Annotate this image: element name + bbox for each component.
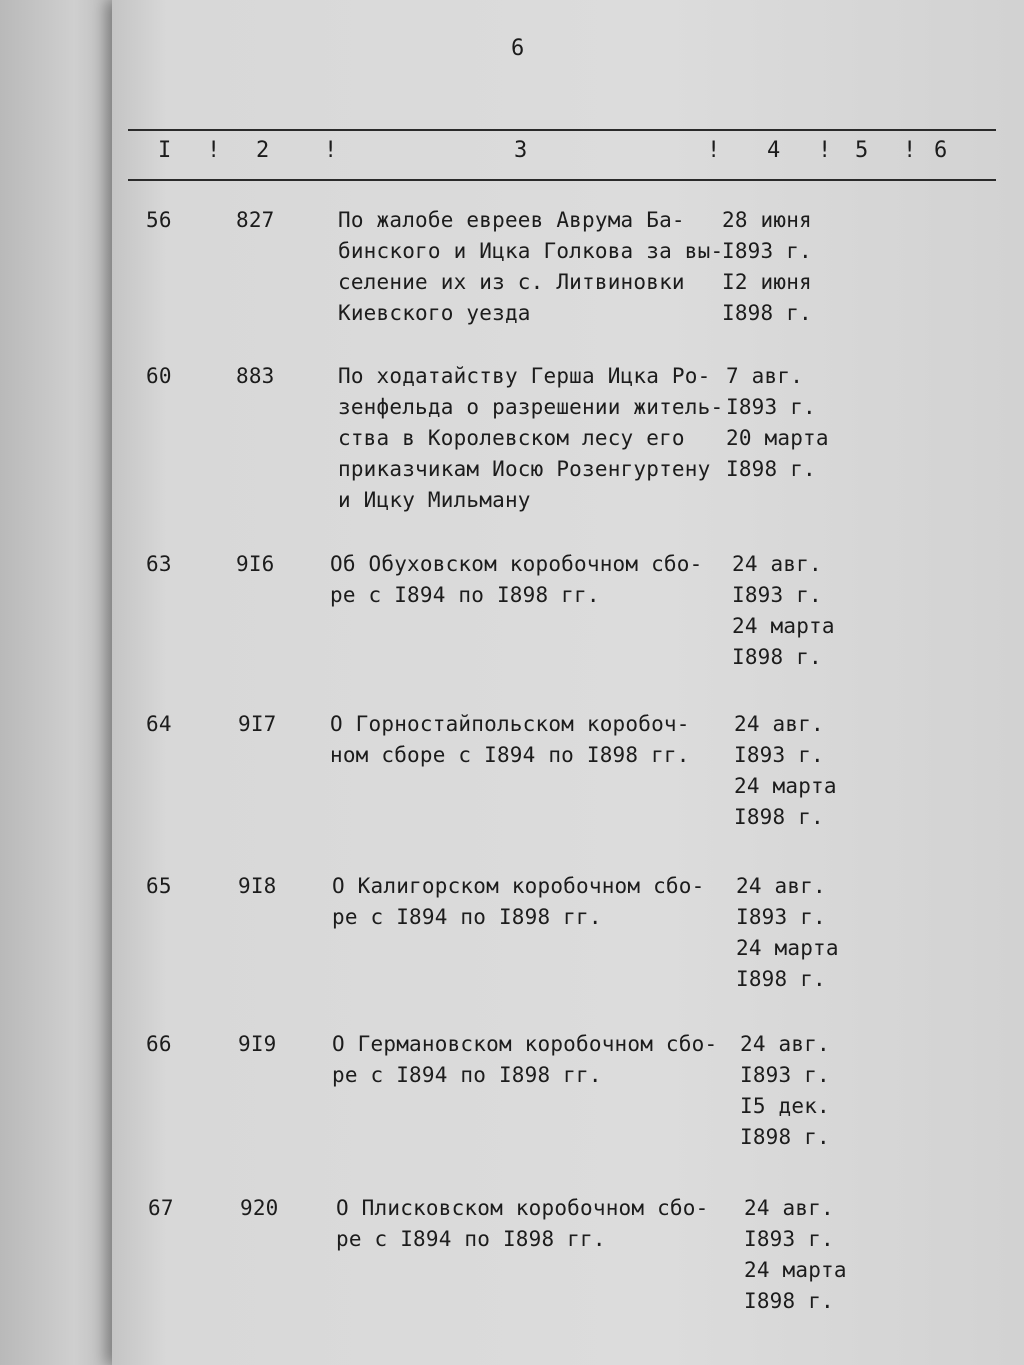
header-separator: ! bbox=[903, 138, 917, 163]
record-title bbox=[332, 871, 704, 933]
date-line: 24 авг. bbox=[736, 874, 826, 898]
title-line: ре с I894 по I898 гг. bbox=[332, 905, 602, 929]
record-title bbox=[332, 1029, 717, 1091]
header-separator: ! bbox=[707, 138, 721, 163]
date-line: 24 авг. bbox=[734, 712, 824, 736]
date-line: 20 марта bbox=[726, 426, 829, 450]
date-line: 24 марта bbox=[736, 936, 839, 960]
header-separator: ! bbox=[207, 138, 221, 163]
record-dates bbox=[734, 709, 837, 833]
title-line: Об Обуховском коробочном сбо- bbox=[330, 552, 703, 576]
record-number: 56 bbox=[146, 208, 172, 232]
date-line: I898 г. bbox=[732, 645, 822, 669]
header-bottom-rule bbox=[128, 179, 996, 181]
header-col-2: 2 bbox=[256, 138, 270, 163]
date-line: I898 г. bbox=[734, 805, 824, 829]
record-title bbox=[330, 709, 690, 771]
file-number: 9I6 bbox=[236, 552, 275, 576]
date-line: I893 г. bbox=[726, 395, 816, 419]
record-dates bbox=[736, 871, 839, 995]
date-line: I893 г. bbox=[732, 583, 822, 607]
date-line: 24 марта bbox=[744, 1258, 847, 1282]
title-line: селение их из с. Литвиновки bbox=[338, 270, 685, 294]
date-line: 7 авг. bbox=[726, 364, 804, 388]
record-title bbox=[336, 1193, 708, 1255]
date-line: I893 г. bbox=[744, 1227, 834, 1251]
page-number: 6 bbox=[511, 36, 525, 61]
date-line: 28 июня bbox=[722, 208, 812, 232]
title-line: бинского и Ицка Голкова за вы- bbox=[338, 239, 724, 263]
date-line: 24 марта bbox=[734, 774, 837, 798]
record-number: 63 bbox=[146, 552, 172, 576]
record-title bbox=[330, 549, 702, 611]
title-line: ства в Королевском лесу его bbox=[338, 426, 685, 450]
record-number: 65 bbox=[146, 874, 172, 898]
date-line: I898 г. bbox=[736, 967, 826, 991]
title-line: По ходатайству Герша Ицка Ро- bbox=[338, 364, 711, 388]
title-line: ном сборе с I894 по I898 гг. bbox=[330, 743, 690, 767]
record-title bbox=[338, 361, 723, 516]
file-number: 9I7 bbox=[238, 712, 277, 736]
date-line: 24 марта bbox=[732, 614, 835, 638]
date-line: I893 г. bbox=[734, 743, 824, 767]
title-line: и Ицку Мильману bbox=[338, 488, 531, 512]
file-number: 920 bbox=[240, 1196, 279, 1220]
date-line: I898 г. bbox=[722, 301, 812, 325]
date-line: I893 г. bbox=[722, 239, 812, 263]
title-line: Киевского уезда bbox=[338, 301, 531, 325]
title-line: приказчикам Иосю Розенгуртену bbox=[338, 457, 711, 481]
file-number: 883 bbox=[236, 364, 275, 388]
record-dates bbox=[740, 1029, 830, 1153]
title-line: О Калигорском коробочном сбо- bbox=[332, 874, 705, 898]
title-line: ре с I894 по I898 гг. bbox=[336, 1227, 606, 1251]
header-col-5: 5 bbox=[855, 138, 869, 163]
title-line: О Германовском коробочном сбо- bbox=[332, 1032, 718, 1056]
record-dates bbox=[726, 361, 829, 485]
date-line: I898 г. bbox=[744, 1289, 834, 1313]
header-separator: ! bbox=[324, 138, 338, 163]
date-line: I898 г. bbox=[740, 1125, 830, 1149]
record-number: 67 bbox=[148, 1196, 174, 1220]
record-title bbox=[338, 205, 723, 329]
file-number: 9I9 bbox=[238, 1032, 277, 1056]
record-number: 60 bbox=[146, 364, 172, 388]
date-line: I898 г. bbox=[726, 457, 816, 481]
file-number: 9I8 bbox=[238, 874, 277, 898]
record-dates bbox=[744, 1193, 847, 1317]
header-col-4: 4 bbox=[767, 138, 781, 163]
title-line: ре с I894 по I898 гг. bbox=[332, 1063, 602, 1087]
header-separator: ! bbox=[818, 138, 832, 163]
title-line: ре с I894 по I898 гг. bbox=[330, 583, 600, 607]
date-line: 24 авг. bbox=[732, 552, 822, 576]
header-col-6: 6 bbox=[934, 138, 948, 163]
record-number: 64 bbox=[146, 712, 172, 736]
title-line: О Плисковском коробочном сбо- bbox=[336, 1196, 709, 1220]
title-line: зенфельда о разрешении житель- bbox=[338, 395, 724, 419]
date-line: I893 г. bbox=[736, 905, 826, 929]
date-line: 24 авг. bbox=[744, 1196, 834, 1220]
date-line: I893 г. bbox=[740, 1063, 830, 1087]
record-dates bbox=[732, 549, 835, 673]
record-dates bbox=[722, 205, 812, 329]
header-col-3: 3 bbox=[514, 138, 528, 163]
header-top-rule bbox=[128, 129, 996, 131]
date-line: I2 июня bbox=[722, 270, 812, 294]
title-line: По жалобе евреев Аврума Ба- bbox=[338, 208, 685, 232]
date-line: I5 дек. bbox=[740, 1094, 830, 1118]
title-line: О Горностайпольском коробоч- bbox=[330, 712, 690, 736]
record-number: 66 bbox=[146, 1032, 172, 1056]
date-line: 24 авг. bbox=[740, 1032, 830, 1056]
file-number: 827 bbox=[236, 208, 275, 232]
header-col-1: I bbox=[158, 138, 172, 163]
